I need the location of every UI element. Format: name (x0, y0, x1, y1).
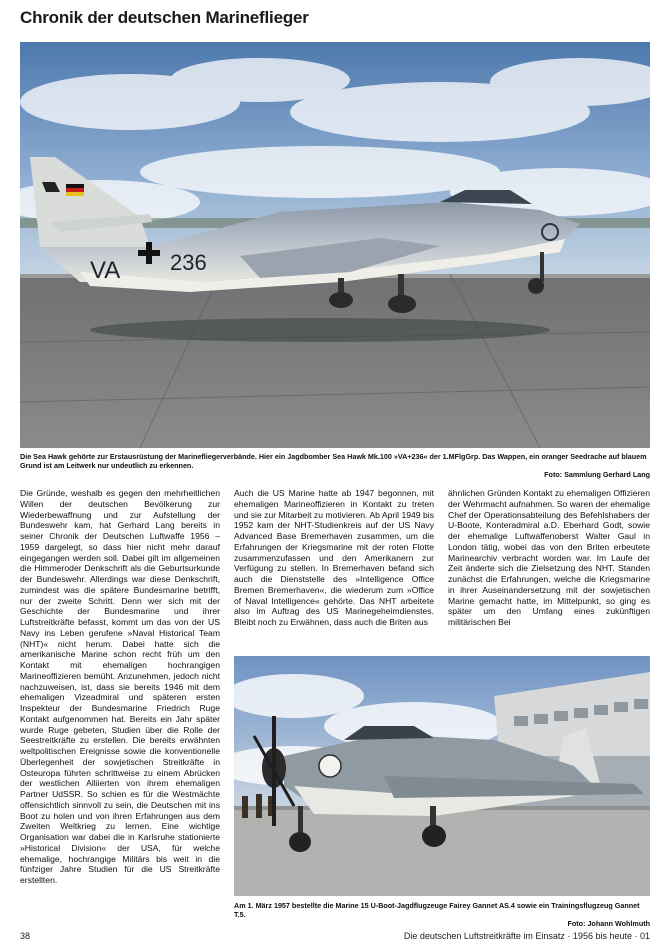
article-column-2: Auch die US Marine hatte ab 1947 begonnen, mit ehemaligen Marineoffizieren in Kontakt zu treten und sie zur Mitarbeit zu motivieren. Ab April 1949 bis 1952 kam der NHT-Studienkreis auf der US Navy Advanced Base Bremerhaven zusammen, um die Erfahrungen der Kriegsmarine mit der roten Flotte zusammenzufassen und den Amerikanern zur Verfügung zu stellen. In Bremerhaven befand sich auch die Dienststelle des »Intelligence Office Bremen Bremerhaven«, die wiederum zum »Office of Naval Intelligence« gehörte. Das NHT arbeitete also im Auftrag des US Marinegeheimdienstes. Bleibt noch zu Erwähnen, dass auch die Briten aus (234, 488, 434, 627)
page-number: 38 (20, 931, 31, 941)
article-column-3: ähnlichen Gründen Kontakt zu ehemaligen Offizieren der Wehrmacht aufnahmen. So waren der ehemalige Chef der Operationsabteilung des Befehlshabers der U-Boote, Konteradmiral a.D. Eberhard Godt, sowie der ehemalige Luftwaffenoberst Walter Gaul in London tätig, wobei das von den Briten erbeutete Marinearchiv verbracht worden war. Im Laufe der Zeit änderte sich die Zielsetzung des NHT. Standen zunächst die Erfahrungen, welche die Kriegsmarine in ihrer Auseinandersetzung mit der sowjetischen Marine gemacht hatte, im Mittelpunkt, so ging es später um den Umfang eines zukünftigen militärischen Bei (448, 488, 650, 627)
sea-hawk-photo (20, 42, 650, 448)
caption-text: Die Sea Hawk gehörte zur Erstausrüstung der Marinefliegerverbände. Hier ein Jagdbomber Sea Hawk Mk.100 »VA+236« der 1.MFlgGrp. Das Wappen, ein oranger Seedrache auf blauem Grund ist am Leitwerk nur undeutlich zu erkennen. (20, 452, 647, 470)
aircraft-number: 236 (170, 250, 207, 275)
section-title: Chronik der deutschen Marineflieger (20, 8, 309, 27)
fairey-gannet-photo (234, 656, 650, 896)
article-column-1: Die Gründe, weshalb es gegen den mehrheitlichen Willen der deutschen Bevölkerung zur Wiederbewaffnung und zur Aufstellung der Bundeswehr kam, hat Gerhard Lang bereits in seiner Chronik der Deutschen Luftwaffe 1956 – 1959 dargelegt, so dass hier nicht mehr darauf eingegangen werden soll. Dabei gilt im allgemeinen die Himmeroder Denkschrift als die Geburtsurkunde der Bundeswehr. Allerdings war diese Denkschrift, zumindest was die spätere Bundesmarine betrifft, nur der zweite Schritt. Denn wer sich mit der Geschichte der Bundesmarine und ihrer Luftstreitkräfte befasst, kommt um das von der US Navy ins Leben gerufene »Naval Historical Team (NHT)« nicht herum. Dabei hatte sich die amerikanische Marine schon recht früh um den Kontakt mit ehemaligen hochrangigen Marineoffizieren bemüht. Anzunehmen, jedoch nicht nachzuweisen, ist, dass sie bereits 1946 mit dem ehemaligen Vizeadmiral und späteren ersten Inspekteur der Bundesmarine Friedrich Ruge Kontakt aufgenommen hat. Bereits ein Jahr später wurde Ruge gebeten, Studien über die Rolle der Seestreitkräfte zu erstellen. Die bereits erwähnten weltpolitischen Ereignisse sowie die konventionelle Überlegenheit der sowjetischen Streitkräfte in Osteuropa führten schrittweise zu einem Abrücken der westlichen Alliierten von ihrem ehemaligen Partner UdSSR. So schien es für die Westmächte offensichtlich sinnvoll zu sein, die Deutschen mit ins Boot zu holen und von ihren Erfahrungen aus dem Zweiten Weltkrieg zu lernen. Eine wichtige Organisation war dabei die in Karlsruhe stationierte »Historical Division« der USA, für welche ehemalige, hochrangige Militärs bis weit in die fünfziger Jahre Studien für die US Streitkräfte erstellten. (20, 488, 220, 885)
running-footer: Die deutschen Luftstreitkräfte im Einsatz · 1956 bis heute · 01 (403, 931, 650, 941)
photo-credit: Foto: Sammlung Gerhard Lang (544, 470, 650, 479)
photo-credit: Foto: Johann Wohlmuth (567, 919, 650, 928)
figure-caption-gannet (234, 901, 650, 928)
figure-caption-sea-hawk (20, 452, 650, 479)
caption-text: Am 1. März 1957 bestellte die Marine 15 U-Boot-Jagdflugzeuge Fairey Gannet AS.4 sowie ein Trainingsflugzeug Gannet T.5. (234, 901, 640, 919)
aircraft-marking: VA (90, 257, 121, 284)
